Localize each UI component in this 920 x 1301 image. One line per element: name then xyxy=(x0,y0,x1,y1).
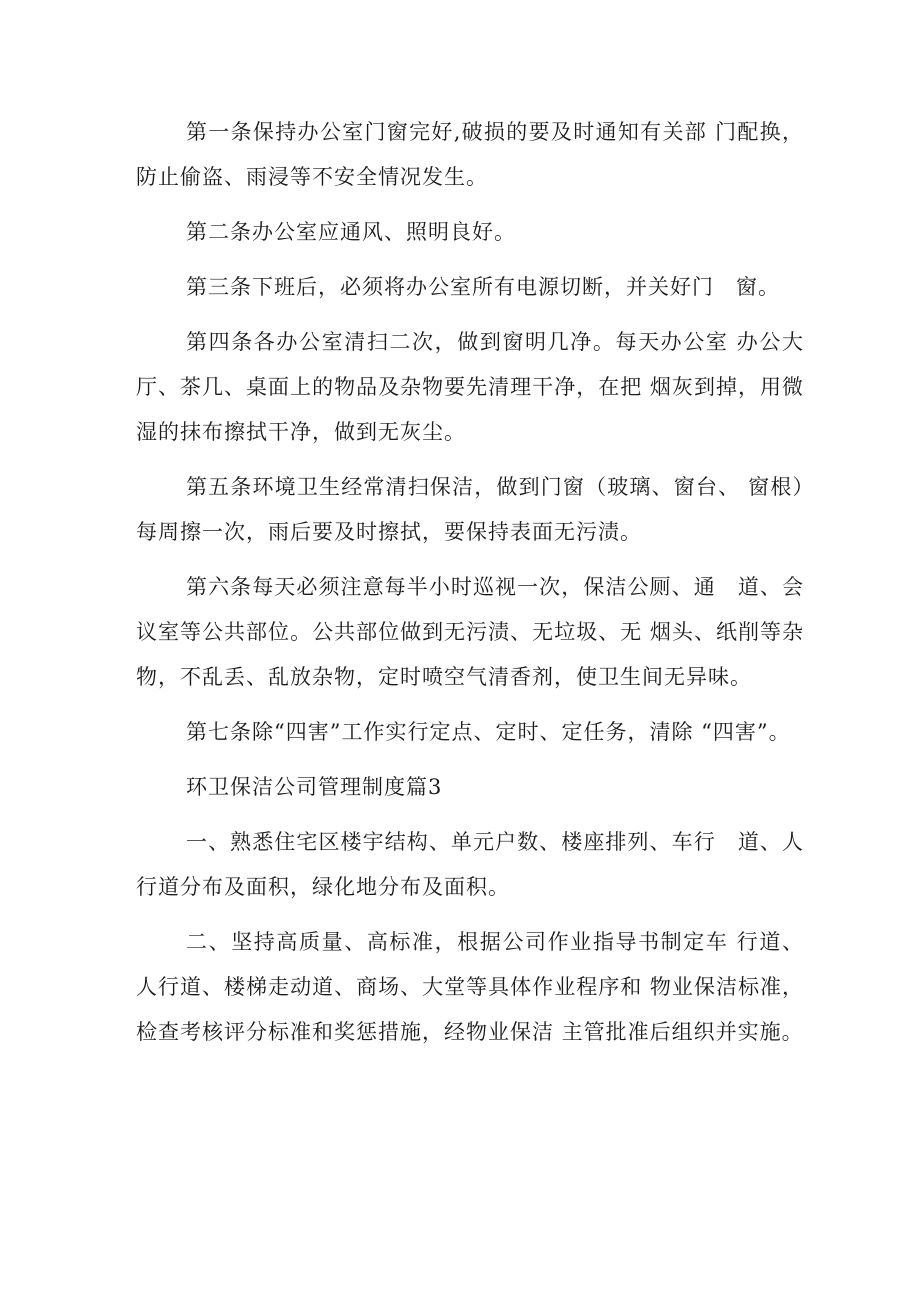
article-6-paragraph: 第六条每天必须注意每半小时巡视一次，保洁公厕、通 道、会议室等公共部位。公共部位做到无污渍、无垃圾、无 烟头、纸削等杂物，不乱丢、乱放杂物，定时喷空气清香剂，使卫生间无异味。 xyxy=(136,575,804,689)
article-1-paragraph: 第一条保持办公室门窗完好,破损的要及时通知有关部 门配换，防止偷盗、雨浸等不安全情况发生。 xyxy=(136,120,804,189)
section-heading: 环卫保洁公司管理制度篇3 xyxy=(186,775,443,799)
section-item-1-paragraph: 一、熟悉住宅区楼宇结构、单元户数、楼座排列、车行 道、人行道分布及面积，绿化地分布及面积。 xyxy=(136,830,804,899)
document-body xyxy=(136,110,804,1065)
article-3-paragraph: 第三条下班后，必须将办公室所有电源切断，并关好门 窗。 xyxy=(186,275,780,299)
section-item-2-paragraph: 二、坚持高质量、高标准，根据公司作业指导书制定车 行道、人行道、楼梯走动道、商场、大堂等具体作业程序和 物业保洁标准，检查考核评分标准和奖惩措施，经物业保洁 主管批准后组织并实施。 xyxy=(136,930,804,1044)
article-2-paragraph: 第二条办公室应通风、照明良好。 xyxy=(186,220,516,244)
article-7-paragraph: 第七条除“四害”工作实行定点、定时、定任务，清除 “四害”。 xyxy=(186,720,791,744)
article-4-paragraph: 第四条各办公室清扫二次，做到窗明几净。每天办公室 办公大厅、茶几、桌面上的物品及杂物要先清理干净，在把 烟灰到掉，用微湿的抹布擦拭干净，做到无灰尘。 xyxy=(136,330,804,444)
article-5-paragraph: 第五条环境卫生经常清扫保洁，做到门窗（玻璃、窗台、 窗根）每周擦一次，雨后要及时擦拭，要保持表面无污渍。 xyxy=(136,475,804,544)
